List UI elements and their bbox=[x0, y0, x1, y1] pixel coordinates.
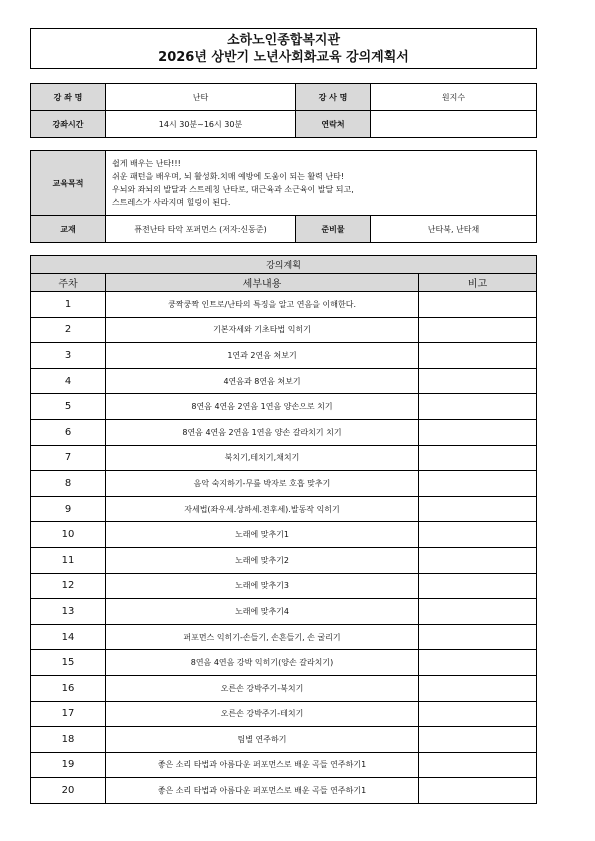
title-line-2: 2026년 상반기 노년사회화교육 강의계획서 bbox=[158, 50, 409, 65]
table-row bbox=[31, 650, 537, 676]
course-info-table bbox=[30, 83, 537, 138]
time-label: 강좌시간 bbox=[31, 111, 106, 138]
note-cell bbox=[419, 624, 537, 650]
title-box bbox=[30, 28, 537, 69]
course-value: 난타 bbox=[106, 84, 296, 111]
contact-value bbox=[371, 111, 537, 138]
course-row bbox=[31, 84, 537, 111]
content-cell: 8연음 4연음 2연음 1연음 양손 갈라치기 치기 bbox=[106, 419, 419, 445]
content-cell: 4연음과 8연음 쳐보기 bbox=[106, 368, 419, 394]
content-cell: 오른손 강박주기-테치기 bbox=[106, 701, 419, 727]
goal-text bbox=[106, 151, 537, 216]
table-row bbox=[31, 701, 537, 727]
week-cell: 8 bbox=[31, 471, 106, 497]
note-cell bbox=[419, 650, 537, 676]
content-cell: 노래에 맞추기2 bbox=[106, 547, 419, 573]
week-cell: 9 bbox=[31, 496, 106, 522]
note-cell bbox=[419, 675, 537, 701]
goal-materials-table bbox=[30, 150, 537, 243]
note-cell bbox=[419, 317, 537, 343]
content-cell: 8연음 4연음 강박 익히기(양손 갈라치기) bbox=[106, 650, 419, 676]
content-cell: 쿵짝쿵짝 인트로/난타의 특징을 알고 연음을 이해한다. bbox=[106, 292, 419, 318]
note-cell bbox=[419, 701, 537, 727]
note-cell bbox=[419, 752, 537, 778]
note-cell bbox=[419, 419, 537, 445]
table-row bbox=[31, 727, 537, 753]
table-row bbox=[31, 496, 537, 522]
content-cell: 퍼포먼스 익히기-손들기, 손흔들기, 손 굴리기 bbox=[106, 624, 419, 650]
table-row bbox=[31, 368, 537, 394]
table-row bbox=[31, 394, 537, 420]
content-cell: 팀별 연주하기 bbox=[106, 727, 419, 753]
content-cell: 노래에 맞추기4 bbox=[106, 599, 419, 625]
time-value: 14시 30분~16시 30분 bbox=[106, 111, 296, 138]
col-note-header: 비고 bbox=[419, 274, 537, 292]
week-cell: 16 bbox=[31, 675, 106, 701]
note-cell bbox=[419, 547, 537, 573]
week-cell: 11 bbox=[31, 547, 106, 573]
week-cell: 6 bbox=[31, 419, 106, 445]
content-cell: 음악 숙지하기-무릎 박자로 호흡 맞추기 bbox=[106, 471, 419, 497]
content-cell: 노래에 맞추기1 bbox=[106, 522, 419, 548]
table-row bbox=[31, 471, 537, 497]
plan-header-row bbox=[31, 274, 537, 292]
time-row bbox=[31, 111, 537, 138]
prep-label: 준비물 bbox=[296, 216, 371, 243]
week-cell: 12 bbox=[31, 573, 106, 599]
goal-line: 쉽게 배우는 난타!!! bbox=[112, 159, 181, 168]
contact-label: 연락처 bbox=[296, 111, 371, 138]
week-cell: 18 bbox=[31, 727, 106, 753]
week-cell: 20 bbox=[31, 778, 106, 804]
instructor-label: 강 사 명 bbox=[296, 84, 371, 111]
week-cell: 17 bbox=[31, 701, 106, 727]
col-week-header: 주차 bbox=[31, 274, 106, 292]
note-cell bbox=[419, 727, 537, 753]
note-cell bbox=[419, 471, 537, 497]
week-cell: 2 bbox=[31, 317, 106, 343]
plan-title: 강의계획 bbox=[31, 256, 537, 274]
week-cell: 7 bbox=[31, 445, 106, 471]
plan-title-row bbox=[31, 256, 537, 274]
goal-row bbox=[31, 151, 537, 216]
table-row bbox=[31, 624, 537, 650]
title-line-1: 소하노인종합복지관 bbox=[226, 33, 341, 48]
week-cell: 4 bbox=[31, 368, 106, 394]
table-row bbox=[31, 573, 537, 599]
content-cell: 북치기,테치기,채치기 bbox=[106, 445, 419, 471]
content-cell: 기본자세와 기초타법 익히기 bbox=[106, 317, 419, 343]
table-row bbox=[31, 778, 537, 804]
content-cell: 오른손 강박주기-북치기 bbox=[106, 675, 419, 701]
prep-value: 난타북, 난타채 bbox=[371, 216, 537, 243]
note-cell bbox=[419, 292, 537, 318]
table-row bbox=[31, 675, 537, 701]
week-cell: 5 bbox=[31, 394, 106, 420]
table-row bbox=[31, 599, 537, 625]
week-cell: 13 bbox=[31, 599, 106, 625]
note-cell bbox=[419, 394, 537, 420]
table-row bbox=[31, 419, 537, 445]
materials-row bbox=[31, 216, 537, 243]
week-cell: 1 bbox=[31, 292, 106, 318]
textbook-value: 퓨전난타 타악 포퍼먼스 (저자:신동준) bbox=[106, 216, 296, 243]
week-cell: 3 bbox=[31, 343, 106, 369]
content-cell: 자세법(좌우세.상하세.전후세).발동작 익히기 bbox=[106, 496, 419, 522]
lesson-plan-table bbox=[30, 255, 537, 804]
content-cell: 1연과 2연음 쳐보기 bbox=[106, 343, 419, 369]
col-content-header: 세부내용 bbox=[106, 274, 419, 292]
instructor-value: 원지수 bbox=[371, 84, 537, 111]
note-cell bbox=[419, 573, 537, 599]
week-cell: 10 bbox=[31, 522, 106, 548]
week-cell: 15 bbox=[31, 650, 106, 676]
content-cell: 8연음 4연음 2연음 1연음 양손으로 치기 bbox=[106, 394, 419, 420]
content-cell: 좋은 소리 타법과 아름다운 퍼포먼스로 배운 곡들 연주하기1 bbox=[106, 752, 419, 778]
textbook-label: 교재 bbox=[31, 216, 106, 243]
goal-line: 스트레스가 사라지며 힐링이 된다. bbox=[112, 198, 231, 207]
content-cell: 노래에 맞추기3 bbox=[106, 573, 419, 599]
note-cell bbox=[419, 778, 537, 804]
note-cell bbox=[419, 343, 537, 369]
note-cell bbox=[419, 599, 537, 625]
week-cell: 19 bbox=[31, 752, 106, 778]
note-cell bbox=[419, 368, 537, 394]
table-row bbox=[31, 547, 537, 573]
content-cell: 좋은 소리 타법과 아름다운 퍼포먼스로 배운 곡들 연주하기1 bbox=[106, 778, 419, 804]
note-cell bbox=[419, 496, 537, 522]
week-cell: 14 bbox=[31, 624, 106, 650]
course-label: 강 좌 명 bbox=[31, 84, 106, 111]
table-row bbox=[31, 343, 537, 369]
table-row bbox=[31, 752, 537, 778]
note-cell bbox=[419, 445, 537, 471]
table-row bbox=[31, 317, 537, 343]
goal-line: 우뇌와 좌뇌의 발달과 스트레칭 난타로, 대근육과 소근육이 발달 되고, bbox=[112, 185, 354, 194]
table-row bbox=[31, 522, 537, 548]
table-row bbox=[31, 292, 537, 318]
table-row bbox=[31, 445, 537, 471]
plan-body bbox=[31, 292, 537, 804]
goal-label: 교육목적 bbox=[31, 151, 106, 216]
goal-line: 쉬운 패턴을 배우며, 뇌 활성화.치매 예방에 도움이 되는 활력 난타! bbox=[112, 172, 345, 181]
note-cell bbox=[419, 522, 537, 548]
